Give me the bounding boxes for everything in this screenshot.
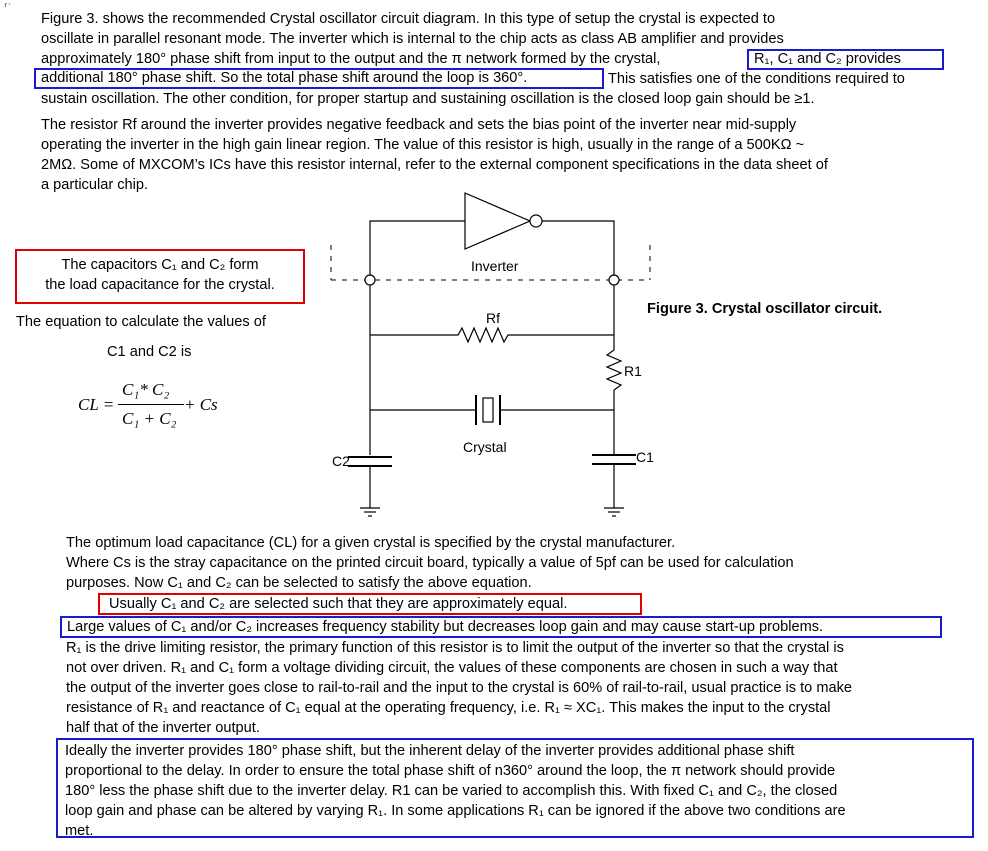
equation-vars: C1 and C2 is [107, 344, 192, 360]
lower-line-3: purposes. Now C₁ and C₂ can be selected to satisfy the above equation. [66, 575, 532, 591]
r1-line-3: the output of the inverter goes close to rail-to-rail and the input to the crystal is 60% of rail-to-rail, usual practice is to make [66, 680, 853, 696]
r1-paragraph [66, 638, 981, 738]
equation-lhs: CL = [78, 395, 115, 414]
highlight-r1-c1-c2 [747, 49, 944, 70]
equation-numerator: C₁* C₂ [122, 380, 170, 399]
pin-left [365, 275, 375, 285]
final-line-5: met. [65, 823, 94, 839]
rf-line-1: The resistor Rf around the inverter provides negative feedback and sets the bias point of the inverter near mid-supply [41, 117, 797, 133]
crystal-oscillator-circuit [320, 185, 660, 525]
pin-right [609, 275, 619, 285]
equal-capacitors-text: Usually C₁ and C₂ are selected such that they are approximately equal. [109, 596, 568, 612]
final-line-1: Ideally the inverter provides 180° phase shift, but the inherent delay of the inverter provides additional phase shift [65, 743, 795, 759]
load-capacitance-paragraph [66, 533, 976, 593]
r1-line-2: not over driven. R₁ and C₁ form a voltage dividing circuit, the values of these components are chosen in such a way that [66, 660, 838, 676]
rf-resistor [370, 328, 614, 342]
final-line-4: loop gain and phase can be altered by varying R₁. In some applications R₁ can be ignored if the above two conditions are [65, 803, 846, 819]
crystal-body [483, 398, 493, 422]
intro-line-3-text: approximately 180° phase shift from input to the output and the π network formed by the crystal, [41, 51, 661, 67]
inverter-input-wire [370, 221, 465, 280]
figure-caption: Figure 3. Crystal oscillator circuit. [647, 301, 883, 317]
corner-mark: ⸢` [4, 3, 12, 14]
load-capacitance-note [15, 249, 305, 304]
rf-line-2: operating the inverter in the high gain linear region. The value of this resistor is high, usually in the range of a 500KΩ ~ [41, 137, 805, 153]
phase-shift-note [56, 738, 974, 838]
rf-line-3: 2MΩ. Some of MXCOM’s ICs have this resistor internal, refer to the external component specifications in the data sheet of [41, 157, 828, 173]
highlight-r1-c1-c2-text: R₁, C₁ and C₂ provides [754, 51, 901, 67]
equation-denominator: C₁ + C₂ [122, 409, 177, 428]
fraction-bar [118, 404, 184, 405]
stability-note [60, 616, 942, 638]
lower-line-2: Where Cs is the stray capacitance on the printed circuit board, typically a value of 5pf can be used for calculation [66, 555, 794, 571]
inverter-bubble [530, 215, 542, 227]
c2-label: C2 [332, 453, 350, 469]
inverter-triangle [465, 193, 530, 249]
load-cap-line-2: the load capacitance for the crystal. [45, 277, 275, 293]
intro-line-1: Figure 3. shows the recommended Crystal oscillator circuit diagram. In this type of setup the crystal is expected to [41, 11, 776, 27]
r1-line-4: resistance of R₁ and reactance of C₁ equal at the operating frequency, i.e. R₁ ≈ XC₁. This makes the input to the crystal [66, 700, 831, 716]
highlight-360-phase-text: additional 180° phase shift. So the total phase shift around the loop is 360°. [41, 70, 528, 86]
rf-paragraph [41, 115, 971, 195]
rf-label: Rf [486, 310, 500, 326]
lower-line-1: The optimum load capacitance (CL) for a given crystal is specified by the crystal manufacturer. [66, 535, 676, 551]
rf-line-4: a particular chip. [41, 177, 149, 193]
highlight-360-phase [34, 68, 604, 89]
intro-line-2: oscillate in parallel resonant mode. The inverter which is internal to the chip acts as class AB amplifier and provides [41, 31, 784, 47]
load-cap-line-1: The capacitors C₁ and C₂ form [61, 257, 259, 273]
r1-label: R1 [624, 363, 642, 379]
intro-line-5: sustain oscillation. The other condition, for proper startup and sustaining oscillation is the closed loop gain should be ≥1. [41, 91, 815, 107]
final-line-2: proportional to the delay. In order to ensure the total phase shift of n360° around the loop, the π network should provide [65, 763, 836, 779]
c1-label: C1 [636, 449, 654, 465]
inverter-output-wire [542, 221, 614, 280]
r1-line-1: R₁ is the drive limiting resistor, the primary function of this resistor is to limit the output of the inverter so that the crystal is [66, 640, 844, 656]
phase-shift-text [65, 741, 970, 841]
r1-resistor [607, 350, 621, 390]
equation-intro: The equation to calculate the values of [16, 314, 266, 330]
inverter-label: Inverter [471, 258, 519, 274]
final-line-3: 180° less the phase shift due to the inverter delay. R1 can be varied to accomplish this. With fixed C₁ and C₂, the closed [65, 783, 838, 799]
intro-line-4-text: This satisfies one of the conditions required to [608, 71, 905, 87]
equation-plus-cs: + Cs [184, 395, 218, 414]
r1-line-5: half that of the inverter output. [66, 720, 260, 736]
load-capacitance-equation [78, 380, 238, 440]
stability-text: Large values of C₁ and/or C₂ increases frequency stability but decreases loop gain and may cause start-up problems. [67, 619, 824, 635]
equal-capacitors-note [98, 593, 642, 615]
crystal-label: Crystal [463, 439, 507, 455]
